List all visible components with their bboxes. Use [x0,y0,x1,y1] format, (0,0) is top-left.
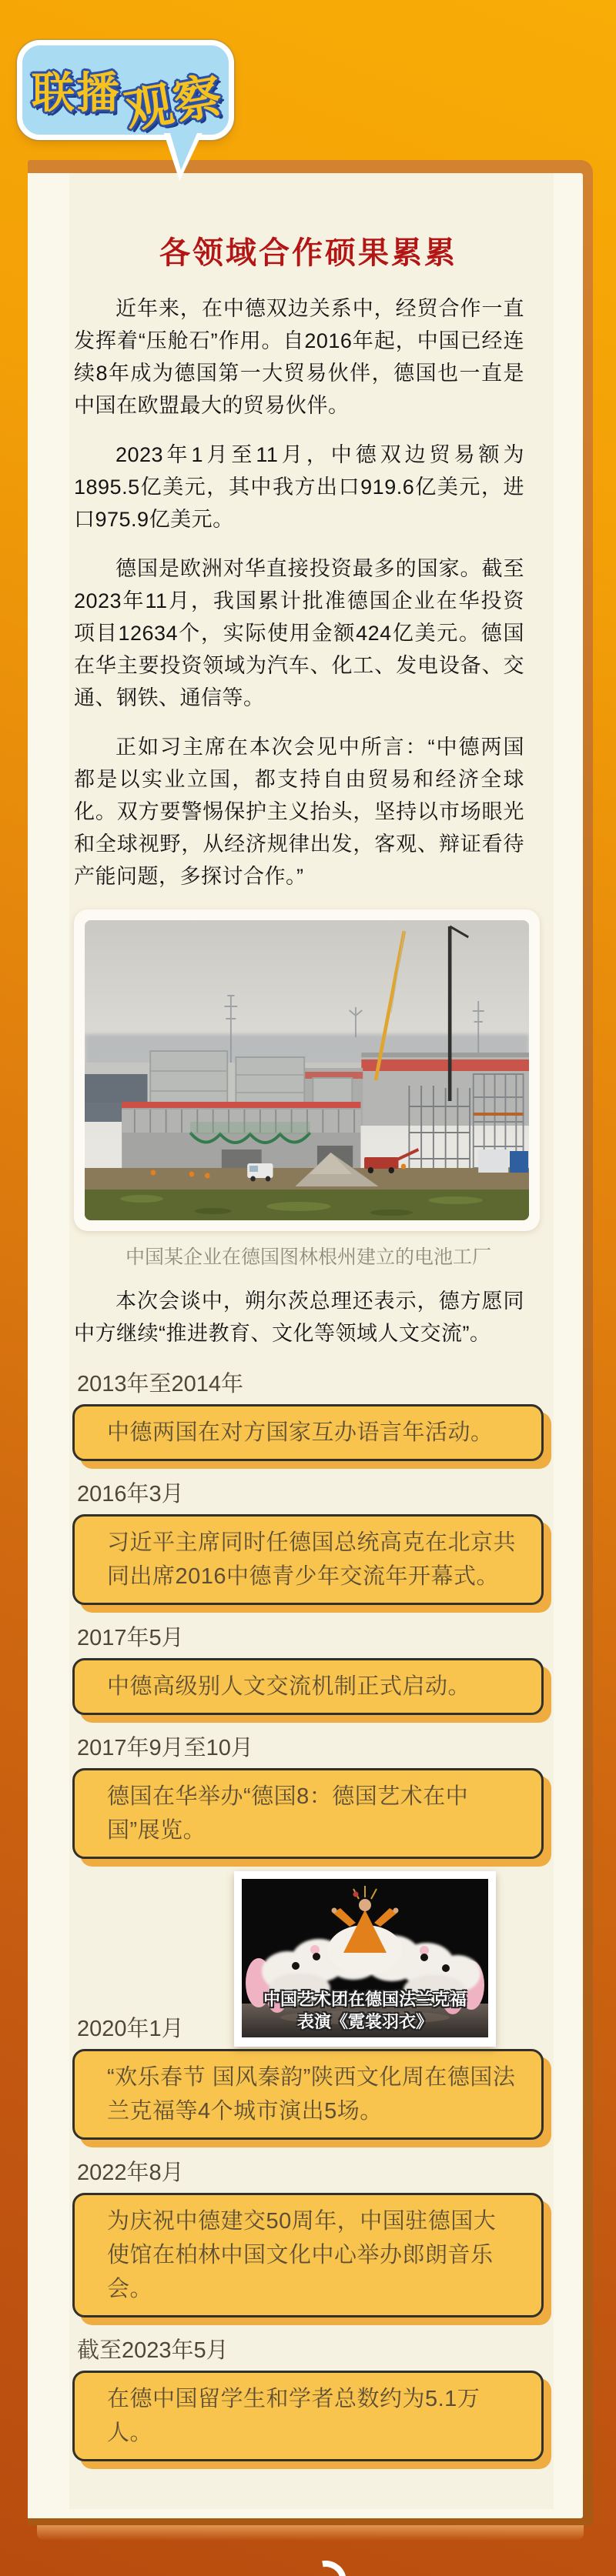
timeline-event-box: 在德中国留学生和学者总数约为5.1万人。 [72,2371,544,2461]
timeline-event-box: 中德两国在对方国家互办语言年活动。 [72,1404,544,1461]
timeline-event-box: 中德高级别人文交流机制正式启动。 [72,1658,544,1715]
timeline-date: 截至2023年5月 [77,2338,229,2363]
art-photo-caption: 中国艺术团在德国法兰克福 表演《霓裳羽衣》 [263,1990,467,2031]
show-logo-text [22,45,229,138]
show-logo-part2: 观察 [121,68,228,138]
show-logo-part1: 联播 [31,68,121,117]
cctv-logo [214,2561,403,2576]
timeline-item [72,1620,544,1715]
timeline-item [72,2155,544,2317]
page-title: 各领域合作硕果累累 [159,235,457,270]
timeline-event-box: 德国在华举办“德国8：德国艺术在中国”展览。 [72,1768,544,1859]
article-paragraph: 2023年1月至11月，中德双边贸易额为1895.5亿美元，其中我方出口919.6亿美元，进口975.9亿美元。 [74,443,524,531]
timeline-date: 2022年8月 [77,2161,184,2185]
timeline-item [72,1730,544,1859]
show-logo-bubble [17,40,234,140]
photo-caption: 中国某企业在德国图林根州建立的电池工厂 [125,1246,491,1268]
battery-factory-photo [85,920,529,1220]
article-card [28,173,583,2518]
article-paragraph: 正如习主席在本次会见中所言：“中德两国都是以实业立国，都支持自由贸易和经济全球化。双方要警惕保护主义抬头，坚持以市场眼光和全球视野，从经济规律出发，客观、辩证看待产能问题，多探讨合作。” [74,736,524,888]
photo-card-art-troupe [234,1871,496,2047]
timeline-date: 2016年3月 [77,1482,184,1507]
card-bottom-glow [37,2525,584,2541]
art-troupe-photo [242,1879,488,2037]
article-panel [69,173,554,2509]
timeline-date: 2017年9月至10月 [77,1736,253,1760]
timeline [72,1366,544,2461]
timeline-event-box: “欢乐春节 国风秦韵”陕西文化周在德国法兰克福等4个城市演出5场。 [72,2049,544,2140]
photo-card-battery-factory [74,909,540,1231]
timeline-date: 2017年5月 [77,1626,184,1650]
article-paragraph: 近年来，在中德双边关系中，经贸合作一直发挥着“压舱石”作用。自2016年起，中国已经连续8年成为德国第一大贸易伙伴，德国也一直是中国在欧盟最大的贸易伙伴。 [74,297,524,417]
timeline-event-box: 习近平主席同时任德国总统高克在北京共同出席2016中德青少年交流年开幕式。 [72,1514,544,1605]
timeline-item [72,1366,544,1461]
timeline-item [72,2333,544,2461]
footer [0,2541,616,2576]
timeline-date: 2020年1月 [77,2017,184,2041]
timeline-item [72,1477,544,1605]
cctv-ring-icon [297,2552,355,2576]
article-paragraph: 本次会谈中，朔尔茨总理还表示，德方愿同中方继续“推进教育、文化等领域人文交流”。 [74,1290,524,1345]
article-frame [28,160,593,2525]
timeline-date: 2013年至2014年 [77,1372,244,1396]
timeline-event-box: 为庆祝中德建交50周年，中国驻德国大使馆在柏林中国文化中心举办郎朗音乐会。 [72,2193,544,2317]
article-paragraph: 德国是欧洲对华直接投资最多的国家。截至2023年11月，我国累计批准德国企业在华投资项目12634个，实际使用金额424亿美元。德国在华主要投资领域为汽车、化工、发电设备、交通、钢铁、通信等。 [74,557,524,709]
